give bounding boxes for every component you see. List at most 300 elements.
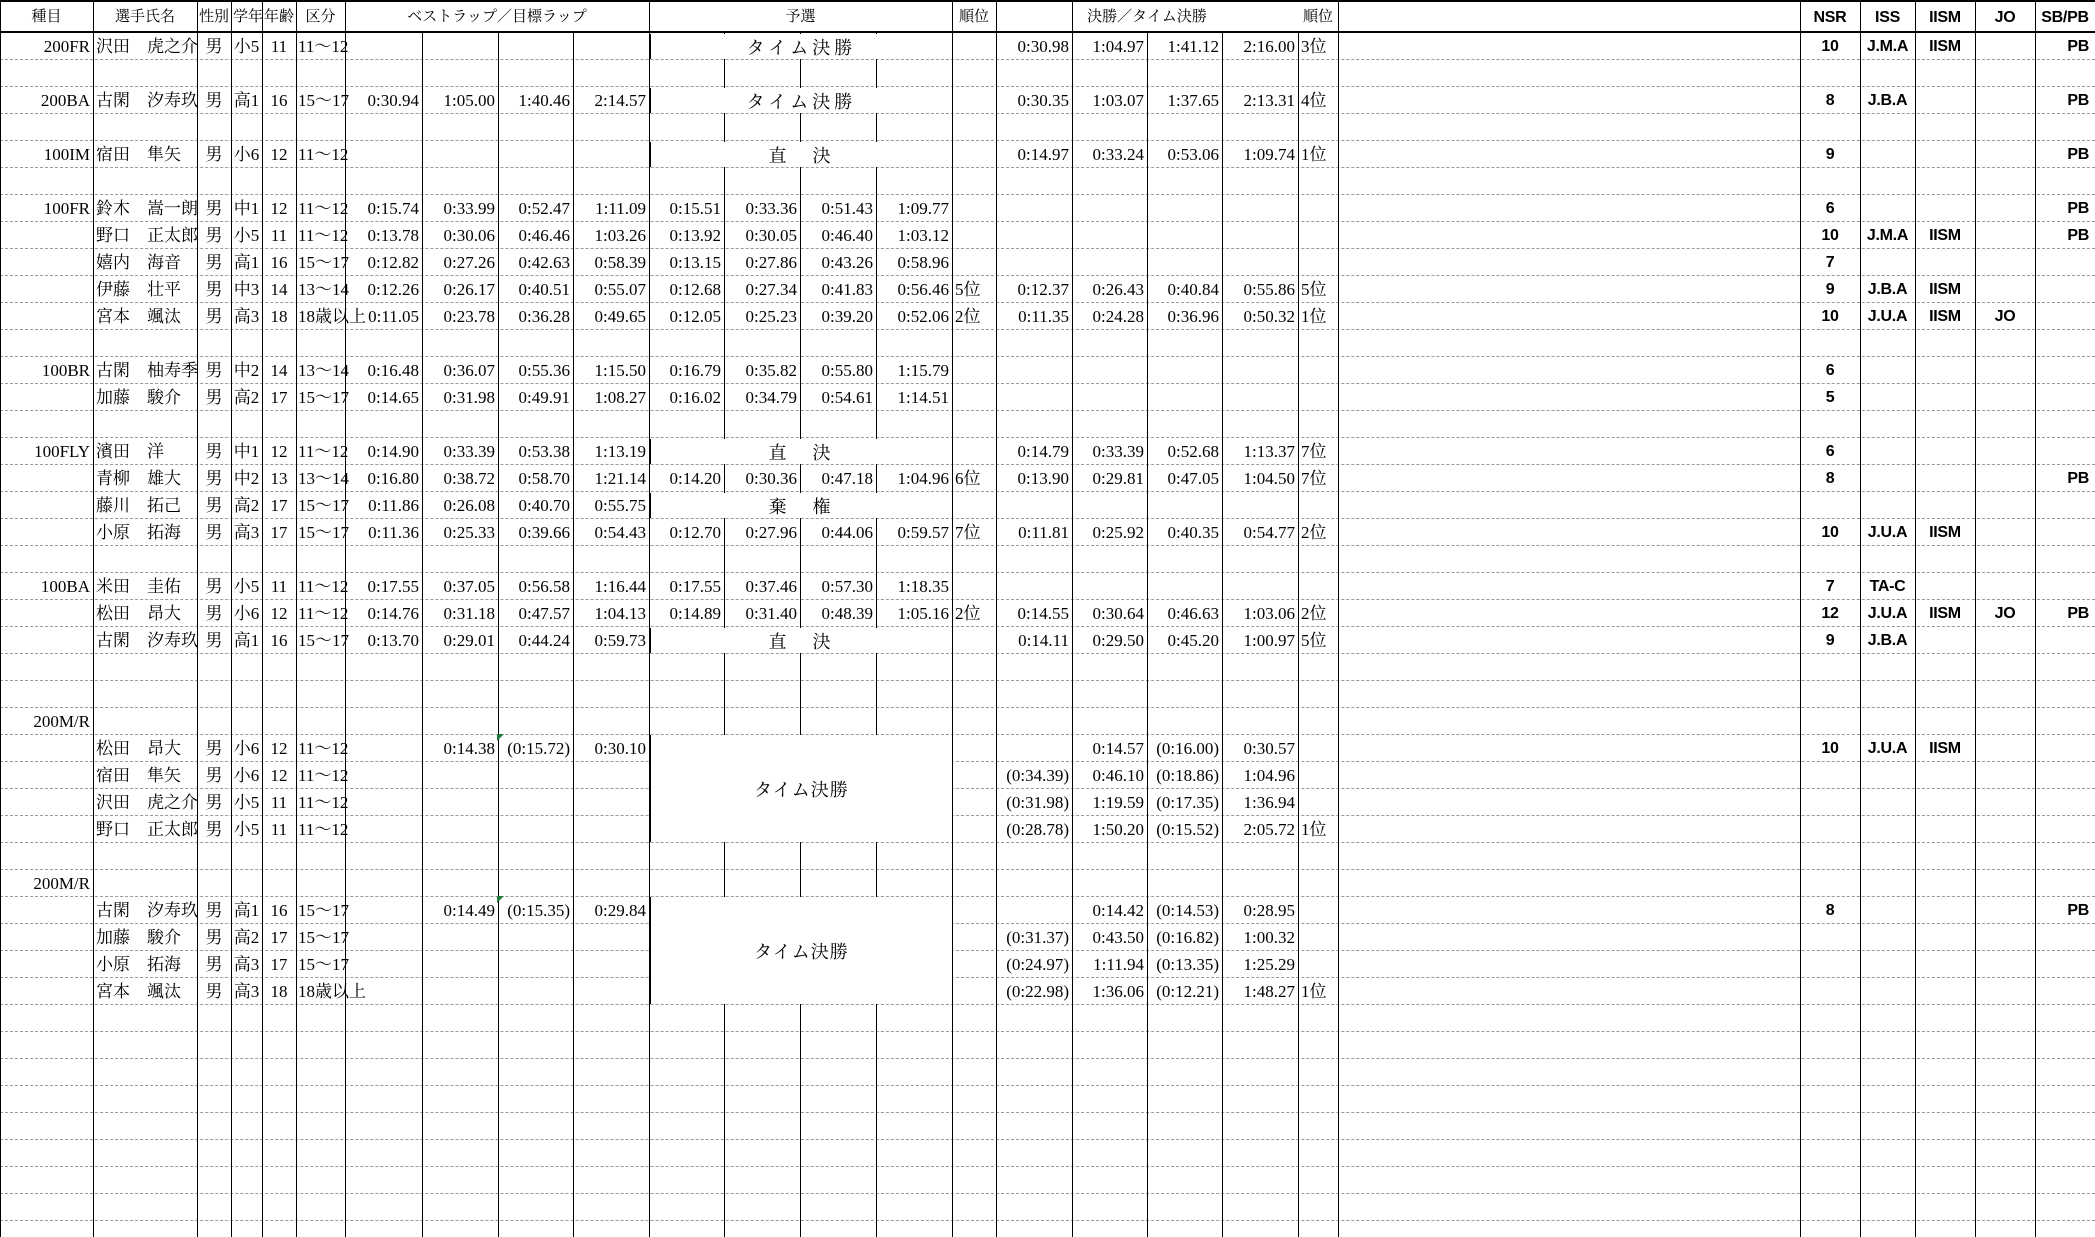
best-lap[interactable]: 0:38.72 — [443, 469, 495, 488]
best-lap[interactable]: 0:29.84 — [594, 901, 646, 920]
prelim-lap[interactable]: 1:18.35 — [897, 577, 949, 596]
prelim-lap[interactable]: 1:09.77 — [897, 199, 949, 218]
best-lap[interactable]: 1:15.50 — [594, 361, 646, 380]
grade[interactable]: 高3 — [233, 307, 260, 326]
age[interactable]: 11 — [270, 226, 288, 245]
stat-iss[interactable]: J.M.A — [1866, 38, 1909, 55]
best-lap[interactable]: 0:11.05 — [368, 307, 419, 326]
final-rank[interactable]: 1位 — [1301, 307, 1327, 326]
prelim-lap[interactable]: 0:30.05 — [745, 226, 797, 245]
prelim-lap[interactable]: 0:27.34 — [745, 280, 797, 299]
best-lap[interactable]: 0:59.73 — [594, 631, 646, 650]
event-label[interactable]: 200M/R — [33, 874, 90, 893]
category[interactable]: 15～17 — [298, 955, 349, 974]
final-lap[interactable]: 1:04.50 — [1243, 469, 1295, 488]
prelim-lap[interactable]: 0:27.96 — [745, 523, 797, 542]
stat-nsr[interactable]: 9 — [1825, 632, 1835, 649]
stat-jo[interactable]: JO — [1994, 605, 2016, 622]
final-lap[interactable]: 0:54.77 — [1243, 523, 1295, 542]
stat-nsr[interactable]: 5 — [1825, 389, 1835, 406]
best-lap[interactable]: 0:14.38 — [443, 739, 495, 758]
final-lap[interactable]: (0:18.86) — [1156, 766, 1219, 785]
prelim-lap[interactable]: 0:16.79 — [669, 361, 721, 380]
grade[interactable]: 高1 — [233, 901, 260, 920]
grade[interactable]: 中2 — [233, 361, 260, 380]
swimmer-name[interactable]: 宮本 颯汰 — [96, 982, 181, 1001]
best-lap[interactable]: 0:17.55 — [367, 577, 419, 596]
final-lap[interactable]: (0:31.98) — [1006, 793, 1069, 812]
best-lap[interactable]: 0:55.75 — [594, 496, 646, 515]
final-lap[interactable]: 0:45.20 — [1167, 631, 1219, 650]
best-lap[interactable]: 0:30.94 — [367, 91, 419, 110]
best-lap[interactable]: 0:15.74 — [367, 199, 419, 218]
swimmer-name[interactable]: 小原 拓海 — [96, 955, 181, 974]
best-lap[interactable]: 0:33.39 — [443, 442, 495, 461]
final-lap[interactable]: 0:30.57 — [1243, 739, 1295, 758]
final-lap[interactable]: 1:00.32 — [1243, 928, 1295, 947]
final-lap[interactable]: (0:13.35) — [1156, 955, 1219, 974]
age[interactable]: 16 — [270, 631, 288, 650]
category[interactable]: 15～17 — [298, 496, 349, 515]
stat-nsr[interactable]: 6 — [1825, 362, 1835, 379]
prelim-rank[interactable]: 6位 — [955, 469, 981, 488]
swimmer-name[interactable]: 松田 昂大 — [96, 739, 181, 758]
age[interactable]: 18 — [270, 982, 288, 1001]
stat-pb[interactable]: PB — [2067, 902, 2089, 919]
age[interactable]: 12 — [270, 442, 288, 461]
best-lap[interactable]: 0:55.07 — [594, 280, 646, 299]
best-lap[interactable]: 0:12.82 — [367, 253, 419, 272]
gender[interactable]: 男 — [205, 37, 223, 56]
prelim-lap[interactable]: 1:14.51 — [897, 388, 949, 407]
category[interactable]: 18歳以上 — [298, 982, 366, 1001]
swimmer-name[interactable]: 古閑 柚寿季 — [96, 361, 198, 380]
best-lap[interactable]: 0:53.38 — [518, 442, 570, 461]
event-label[interactable]: 100BR — [41, 361, 90, 380]
grade[interactable]: 中3 — [233, 280, 260, 299]
stat-iism[interactable]: IISM — [1929, 308, 1961, 325]
age[interactable]: 17 — [270, 928, 288, 947]
grade[interactable]: 小6 — [233, 739, 260, 758]
category[interactable]: 11～12 — [298, 820, 349, 839]
final-lap[interactable]: (0:17.35) — [1156, 793, 1219, 812]
gender[interactable]: 男 — [205, 523, 223, 542]
prelim-rank[interactable]: 2位 — [955, 307, 981, 326]
best-lap[interactable]: 0:13.78 — [367, 226, 419, 245]
final-lap[interactable]: 0:14.11 — [1018, 631, 1069, 650]
final-rank[interactable]: 1位 — [1301, 145, 1327, 164]
prelim-lap[interactable]: 0:55.80 — [821, 361, 873, 380]
stat-nsr[interactable]: 8 — [1825, 470, 1835, 487]
best-lap[interactable]: (0:15.72) — [507, 739, 570, 758]
final-lap[interactable]: 1:25.29 — [1243, 955, 1295, 974]
prelim-lap[interactable]: 0:58.96 — [897, 253, 949, 272]
prelim-lap[interactable]: 0:43.26 — [821, 253, 873, 272]
prelim-lap[interactable]: 0:51.43 — [821, 199, 873, 218]
final-lap[interactable]: 1:37.65 — [1167, 91, 1219, 110]
prelim-lap[interactable]: 0:34.79 — [745, 388, 797, 407]
prelim-lap[interactable]: 0:27.86 — [745, 253, 797, 272]
final-rank[interactable]: 2位 — [1301, 523, 1327, 542]
stat-nsr[interactable]: 10 — [1821, 740, 1839, 757]
prelim-lap[interactable]: 0:17.55 — [669, 577, 721, 596]
best-lap[interactable]: 0:23.78 — [443, 307, 495, 326]
swimmer-name[interactable]: 藤川 拓己 — [96, 496, 181, 515]
final-lap[interactable]: 0:13.90 — [1017, 469, 1069, 488]
event-label[interactable]: 200BA — [40, 91, 90, 110]
best-lap[interactable]: 1:21.14 — [594, 469, 646, 488]
best-lap[interactable]: 0:40.70 — [518, 496, 570, 515]
gender[interactable]: 男 — [205, 280, 223, 299]
stat-nsr[interactable]: 10 — [1821, 308, 1839, 325]
prelim-lap[interactable]: 0:59.57 — [897, 523, 949, 542]
stat-pb[interactable]: PB — [2067, 38, 2089, 55]
event-label[interactable]: 100BA — [40, 577, 90, 596]
prelim-lap[interactable]: 1:03.12 — [897, 226, 949, 245]
stat-pb[interactable]: PB — [2067, 200, 2089, 217]
gender[interactable]: 男 — [205, 766, 223, 785]
stat-iss[interactable]: J.U.A — [1867, 308, 1908, 325]
prelim-lap[interactable]: 0:48.39 — [821, 604, 873, 623]
best-lap[interactable]: 0:58.39 — [594, 253, 646, 272]
event-label[interactable]: 200FR — [43, 37, 90, 56]
prelim-lap[interactable]: 1:15.79 — [897, 361, 949, 380]
final-rank[interactable]: 7位 — [1301, 469, 1327, 488]
stat-nsr[interactable]: 10 — [1821, 524, 1839, 541]
stat-nsr[interactable]: 8 — [1825, 92, 1835, 109]
age[interactable]: 18 — [270, 307, 288, 326]
best-lap[interactable]: 0:27.26 — [443, 253, 495, 272]
prelim-lap[interactable]: 0:13.15 — [669, 253, 721, 272]
grade[interactable]: 高2 — [233, 496, 260, 515]
grade[interactable]: 高1 — [233, 631, 260, 650]
best-lap[interactable]: 0:42.63 — [518, 253, 570, 272]
prelim-lap[interactable]: 0:31.40 — [745, 604, 797, 623]
age[interactable]: 14 — [270, 361, 288, 380]
grade[interactable]: 高3 — [233, 523, 260, 542]
best-lap[interactable]: 0:37.05 — [443, 577, 495, 596]
gender[interactable]: 男 — [205, 388, 223, 407]
final-lap[interactable]: 0:47.05 — [1167, 469, 1219, 488]
final-rank[interactable]: 3位 — [1301, 37, 1327, 56]
best-lap[interactable]: 0:13.70 — [367, 631, 419, 650]
final-lap[interactable]: 0:33.39 — [1092, 442, 1144, 461]
final-lap[interactable]: 0:50.32 — [1243, 307, 1295, 326]
best-lap[interactable]: 0:14.49 — [443, 901, 495, 920]
final-lap[interactable]: 1:03.07 — [1092, 91, 1144, 110]
category[interactable]: 15～17 — [298, 523, 349, 542]
gender[interactable]: 男 — [205, 928, 223, 947]
best-lap[interactable]: 0:54.43 — [594, 523, 646, 542]
prelim-lap[interactable]: 0:39.20 — [821, 307, 873, 326]
prelim-lap[interactable]: 0:47.18 — [821, 469, 873, 488]
best-lap[interactable]: 0:16.80 — [367, 469, 419, 488]
best-lap[interactable]: 0:40.51 — [518, 280, 570, 299]
final-lap[interactable]: 0:40.84 — [1167, 280, 1219, 299]
prelim-lap[interactable]: 0:33.36 — [745, 199, 797, 218]
final-lap[interactable]: 1:00.97 — [1243, 631, 1295, 650]
age[interactable]: 12 — [270, 199, 288, 218]
category[interactable]: 11～12 — [298, 739, 349, 758]
grade[interactable]: 小5 — [233, 37, 260, 56]
prelim-lap[interactable]: 1:05.16 — [897, 604, 949, 623]
grade[interactable]: 高3 — [233, 955, 260, 974]
stat-iss[interactable]: J.M.A — [1866, 227, 1909, 244]
gender[interactable]: 男 — [205, 253, 223, 272]
best-lap[interactable]: 0:11.36 — [368, 523, 419, 542]
final-lap[interactable]: (0:34.39) — [1006, 766, 1069, 785]
final-lap[interactable]: 0:40.35 — [1167, 523, 1219, 542]
grade[interactable]: 小6 — [233, 604, 260, 623]
best-lap[interactable]: 0:11.86 — [368, 496, 419, 515]
grade[interactable]: 高2 — [233, 388, 260, 407]
final-lap[interactable]: (0:12.21) — [1156, 982, 1219, 1001]
final-rank[interactable]: 7位 — [1301, 442, 1327, 461]
age[interactable]: 17 — [270, 955, 288, 974]
best-lap[interactable]: 0:31.18 — [443, 604, 495, 623]
final-lap[interactable]: 0:28.95 — [1243, 901, 1295, 920]
category[interactable]: 11～12 — [298, 442, 349, 461]
gender[interactable]: 男 — [205, 631, 223, 650]
category[interactable]: 11～12 — [298, 793, 349, 812]
best-lap[interactable]: 0:31.98 — [443, 388, 495, 407]
best-lap[interactable]: 0:39.66 — [518, 523, 570, 542]
swimmer-name[interactable]: 加藤 駿介 — [96, 928, 181, 947]
grade[interactable]: 高1 — [233, 91, 260, 110]
best-lap[interactable]: 0:49.91 — [518, 388, 570, 407]
stat-nsr[interactable]: 10 — [1821, 38, 1839, 55]
final-lap[interactable]: 0:46.63 — [1167, 604, 1219, 623]
final-lap[interactable]: 0:14.42 — [1092, 901, 1144, 920]
prelim-lap[interactable]: 0:37.46 — [745, 577, 797, 596]
category[interactable]: 11～12 — [298, 577, 349, 596]
final-lap[interactable]: 1:09.74 — [1243, 145, 1295, 164]
gender[interactable]: 男 — [205, 226, 223, 245]
grade[interactable]: 中1 — [233, 199, 260, 218]
category[interactable]: 15～17 — [298, 253, 349, 272]
final-lap[interactable]: 0:55.86 — [1243, 280, 1295, 299]
stat-pb[interactable]: PB — [2067, 227, 2089, 244]
category[interactable]: 15～17 — [298, 901, 349, 920]
final-lap[interactable]: (0:24.97) — [1006, 955, 1069, 974]
swimmer-name[interactable]: 野口 正太郎 — [96, 820, 198, 839]
swimmer-name[interactable]: 野口 正太郎 — [96, 226, 198, 245]
swimmer-name[interactable]: 古閑 汐寿玖 — [96, 91, 198, 110]
prelim-lap[interactable]: 0:30.36 — [745, 469, 797, 488]
best-lap[interactable]: 0:56.58 — [518, 577, 570, 596]
final-lap[interactable]: 0:24.28 — [1092, 307, 1144, 326]
prelim-rank[interactable]: 7位 — [955, 523, 981, 542]
stat-iss[interactable]: TA-C — [1869, 578, 1906, 595]
stat-nsr[interactable]: 8 — [1825, 902, 1835, 919]
best-lap[interactable]: 0:14.90 — [367, 442, 419, 461]
prelim-rank[interactable]: 2位 — [955, 604, 981, 623]
gender[interactable]: 男 — [205, 469, 223, 488]
final-rank[interactable]: 1位 — [1301, 982, 1327, 1001]
final-lap[interactable]: 0:14.97 — [1017, 145, 1069, 164]
stat-nsr[interactable]: 10 — [1821, 227, 1839, 244]
best-lap[interactable]: 1:08.27 — [594, 388, 646, 407]
prelim-lap[interactable]: 0:57.30 — [821, 577, 873, 596]
final-lap[interactable]: 0:11.35 — [1018, 307, 1069, 326]
stat-iss[interactable]: J.B.A — [1867, 281, 1908, 298]
swimmer-name[interactable]: 宿田 隼矢 — [96, 766, 181, 785]
swimmer-name[interactable]: 沢田 虎之介 — [96, 793, 198, 812]
best-lap[interactable]: 0:25.33 — [443, 523, 495, 542]
gender[interactable]: 男 — [205, 739, 223, 758]
category[interactable]: 11～12 — [298, 226, 349, 245]
gender[interactable]: 男 — [205, 361, 223, 380]
age[interactable]: 12 — [270, 145, 288, 164]
swimmer-name[interactable]: 青柳 雄大 — [96, 469, 181, 488]
grade[interactable]: 高3 — [233, 982, 260, 1001]
grade[interactable]: 中1 — [233, 442, 260, 461]
best-lap[interactable]: 1:03.26 — [594, 226, 646, 245]
swimmer-name[interactable]: 宿田 隼矢 — [96, 145, 181, 164]
age[interactable]: 17 — [270, 388, 288, 407]
swimmer-name[interactable]: 濱田 洋 — [96, 442, 164, 461]
final-rank[interactable]: 2位 — [1301, 604, 1327, 623]
stat-nsr[interactable]: 12 — [1821, 605, 1839, 622]
prelim-lap[interactable]: 0:25.23 — [745, 307, 797, 326]
final-rank[interactable]: 4位 — [1301, 91, 1327, 110]
gender[interactable]: 男 — [205, 793, 223, 812]
best-lap[interactable]: 0:52.47 — [518, 199, 570, 218]
swimmer-name[interactable]: 加藤 駿介 — [96, 388, 181, 407]
prelim-lap[interactable]: 0:52.06 — [897, 307, 949, 326]
grade[interactable]: 高1 — [233, 253, 260, 272]
age[interactable]: 17 — [270, 496, 288, 515]
prelim-lap[interactable]: 0:12.05 — [669, 307, 721, 326]
grade[interactable]: 小6 — [233, 145, 260, 164]
stat-iss[interactable]: J.B.A — [1867, 92, 1908, 109]
best-lap[interactable]: 0:58.70 — [518, 469, 570, 488]
category[interactable]: 11～12 — [298, 199, 349, 218]
gender[interactable]: 男 — [205, 199, 223, 218]
final-lap[interactable]: 0:26.43 — [1092, 280, 1144, 299]
best-lap[interactable]: 0:46.46 — [518, 226, 570, 245]
age[interactable]: 12 — [270, 739, 288, 758]
prelim-lap[interactable]: 0:44.06 — [821, 523, 873, 542]
swimmer-name[interactable]: 古閑 汐寿玖 — [96, 901, 198, 920]
best-lap[interactable]: 0:33.99 — [443, 199, 495, 218]
final-lap[interactable]: 1:50.20 — [1092, 820, 1144, 839]
best-lap[interactable]: 1:13.19 — [594, 442, 646, 461]
best-lap[interactable]: 2:14.57 — [594, 91, 646, 110]
swimmer-name[interactable]: 米田 圭佑 — [96, 577, 181, 596]
best-lap[interactable]: 0:26.08 — [443, 496, 495, 515]
category[interactable]: 15～17 — [298, 631, 349, 650]
stat-iism[interactable]: IISM — [1929, 281, 1961, 298]
stat-iism[interactable]: IISM — [1929, 740, 1961, 757]
age[interactable]: 13 — [270, 469, 288, 488]
best-lap[interactable]: 1:40.46 — [518, 91, 570, 110]
best-lap[interactable]: 0:30.10 — [594, 739, 646, 758]
final-lap[interactable]: 1:48.27 — [1243, 982, 1295, 1001]
category[interactable]: 13～14 — [298, 361, 349, 380]
final-lap[interactable]: 1:04.96 — [1243, 766, 1295, 785]
final-lap[interactable]: 0:33.24 — [1092, 145, 1144, 164]
age[interactable]: 16 — [270, 91, 288, 110]
final-lap[interactable]: 0:14.55 — [1017, 604, 1069, 623]
best-lap[interactable]: 1:04.13 — [594, 604, 646, 623]
final-lap[interactable]: 0:43.50 — [1092, 928, 1144, 947]
swimmer-name[interactable]: 沢田 虎之介 — [96, 37, 198, 56]
prelim-lap[interactable]: 1:04.96 — [897, 469, 949, 488]
final-lap[interactable]: 1:41.12 — [1167, 37, 1219, 56]
best-lap[interactable]: 0:36.07 — [443, 361, 495, 380]
stat-nsr[interactable]: 6 — [1825, 200, 1835, 217]
final-lap[interactable]: 0:52.68 — [1167, 442, 1219, 461]
category[interactable]: 18歳以上 — [298, 307, 366, 326]
gender[interactable]: 男 — [205, 442, 223, 461]
prelim-lap[interactable]: 0:15.51 — [669, 199, 721, 218]
stat-nsr[interactable]: 7 — [1825, 254, 1835, 271]
best-lap[interactable]: 1:11.09 — [595, 199, 646, 218]
best-lap[interactable]: 0:14.65 — [367, 388, 419, 407]
best-lap[interactable]: 0:30.06 — [443, 226, 495, 245]
stat-iss[interactable]: J.B.A — [1867, 632, 1908, 649]
age[interactable]: 12 — [270, 604, 288, 623]
swimmer-name[interactable]: 小原 拓海 — [96, 523, 181, 542]
grade[interactable]: 中2 — [233, 469, 260, 488]
grade[interactable]: 小5 — [233, 793, 260, 812]
final-lap[interactable]: 0:30.98 — [1017, 37, 1069, 56]
event-label[interactable]: 100FLY — [34, 442, 90, 461]
prelim-lap[interactable]: 0:56.46 — [897, 280, 949, 299]
stat-pb[interactable]: PB — [2067, 470, 2089, 487]
final-lap[interactable]: (0:15.52) — [1156, 820, 1219, 839]
final-lap[interactable]: 1:11.94 — [1093, 955, 1144, 974]
final-lap[interactable]: 1:13.37 — [1243, 442, 1295, 461]
best-lap[interactable]: 0:47.57 — [518, 604, 570, 623]
final-lap[interactable]: 0:14.57 — [1092, 739, 1144, 758]
age[interactable]: 11 — [270, 577, 288, 596]
stat-nsr[interactable]: 9 — [1825, 281, 1835, 298]
category[interactable]: 11～12 — [298, 604, 349, 623]
final-rank[interactable]: 5位 — [1301, 631, 1327, 650]
stat-pb[interactable]: PB — [2067, 92, 2089, 109]
gender[interactable]: 男 — [205, 901, 223, 920]
stat-iism[interactable]: IISM — [1929, 605, 1961, 622]
stat-iism[interactable]: IISM — [1929, 38, 1961, 55]
final-lap[interactable]: (0:28.78) — [1006, 820, 1069, 839]
stat-pb[interactable]: PB — [2067, 605, 2089, 622]
final-lap[interactable]: 0:29.50 — [1092, 631, 1144, 650]
swimmer-name[interactable]: 松田 昂大 — [96, 604, 181, 623]
stat-iss[interactable]: J.U.A — [1867, 524, 1908, 541]
stat-iism[interactable]: IISM — [1929, 227, 1961, 244]
stat-iss[interactable]: J.U.A — [1867, 605, 1908, 622]
grade[interactable]: 小5 — [233, 577, 260, 596]
stat-pb[interactable]: PB — [2067, 146, 2089, 163]
final-lap[interactable]: 1:36.06 — [1092, 982, 1144, 1001]
prelim-lap[interactable]: 0:46.40 — [821, 226, 873, 245]
best-lap[interactable]: 0:16.48 — [367, 361, 419, 380]
final-lap[interactable]: (0:16.00) — [1156, 739, 1219, 758]
prelim-lap[interactable]: 0:14.89 — [669, 604, 721, 623]
category[interactable]: 11～12 — [298, 766, 349, 785]
gender[interactable]: 男 — [205, 820, 223, 839]
final-lap[interactable]: (0:22.98) — [1006, 982, 1069, 1001]
prelim-lap[interactable]: 0:13.92 — [669, 226, 721, 245]
gender[interactable]: 男 — [205, 307, 223, 326]
swimmer-name[interactable]: 鈴木 嵩一朗 — [96, 199, 198, 218]
final-lap[interactable]: 1:04.97 — [1092, 37, 1144, 56]
final-lap[interactable]: 0:53.06 — [1167, 145, 1219, 164]
gender[interactable]: 男 — [205, 145, 223, 164]
final-lap[interactable]: 1:36.94 — [1243, 793, 1295, 812]
